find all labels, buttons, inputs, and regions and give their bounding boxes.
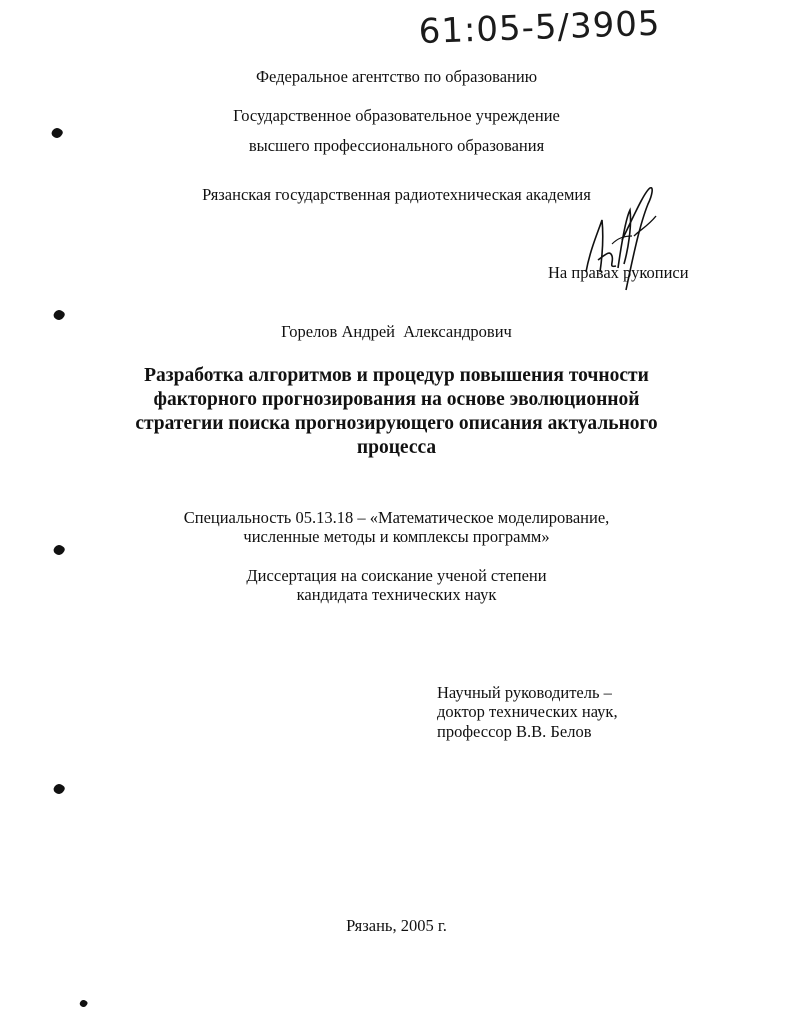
archive-number: 61:05-5/3905 [418, 3, 662, 52]
title-line: Разработка алгоритмов и процедур повышения точности [144, 365, 649, 386]
dissertation-title [0, 364, 793, 460]
binding-hole-mark [52, 308, 66, 322]
degree-line1: Диссертация на соискание ученой степени [246, 566, 547, 585]
supervisor-line2: доктор технических наук, [437, 702, 618, 721]
manuscript-note: На правах рукописи [548, 263, 689, 282]
supervisor-line3: профессор В.В. Белов [437, 722, 592, 741]
specialty-line1: Специальность 05.13.18 – «Математическое моделирование, [183, 508, 610, 527]
specialty-line2: численные методы и комплексы программ» [243, 527, 550, 546]
degree-line2: кандидата технических наук [296, 585, 497, 604]
title-line: факторного прогнозирования на основе эволюционной [153, 389, 640, 410]
institution-line1: Государственное образовательное учреждение [233, 106, 560, 125]
supervisor-line1: Научный руководитель – [437, 683, 612, 702]
title-line: стратегии поиска прогнозирующего описания актуального [135, 413, 658, 434]
academy-name: Рязанская государственная радиотехническая академия [202, 185, 591, 204]
author-name: Горелов Андрей Александрович [281, 322, 512, 341]
title-line: процесса [356, 437, 437, 458]
city-year: Рязань, 2005 г. [346, 916, 447, 935]
binding-hole-mark [52, 782, 66, 796]
agency-name: Федеральное агентство по образованию [255, 67, 538, 86]
institution-line2: высшего профессионального образования [248, 136, 545, 155]
scan-speck [79, 999, 89, 1009]
